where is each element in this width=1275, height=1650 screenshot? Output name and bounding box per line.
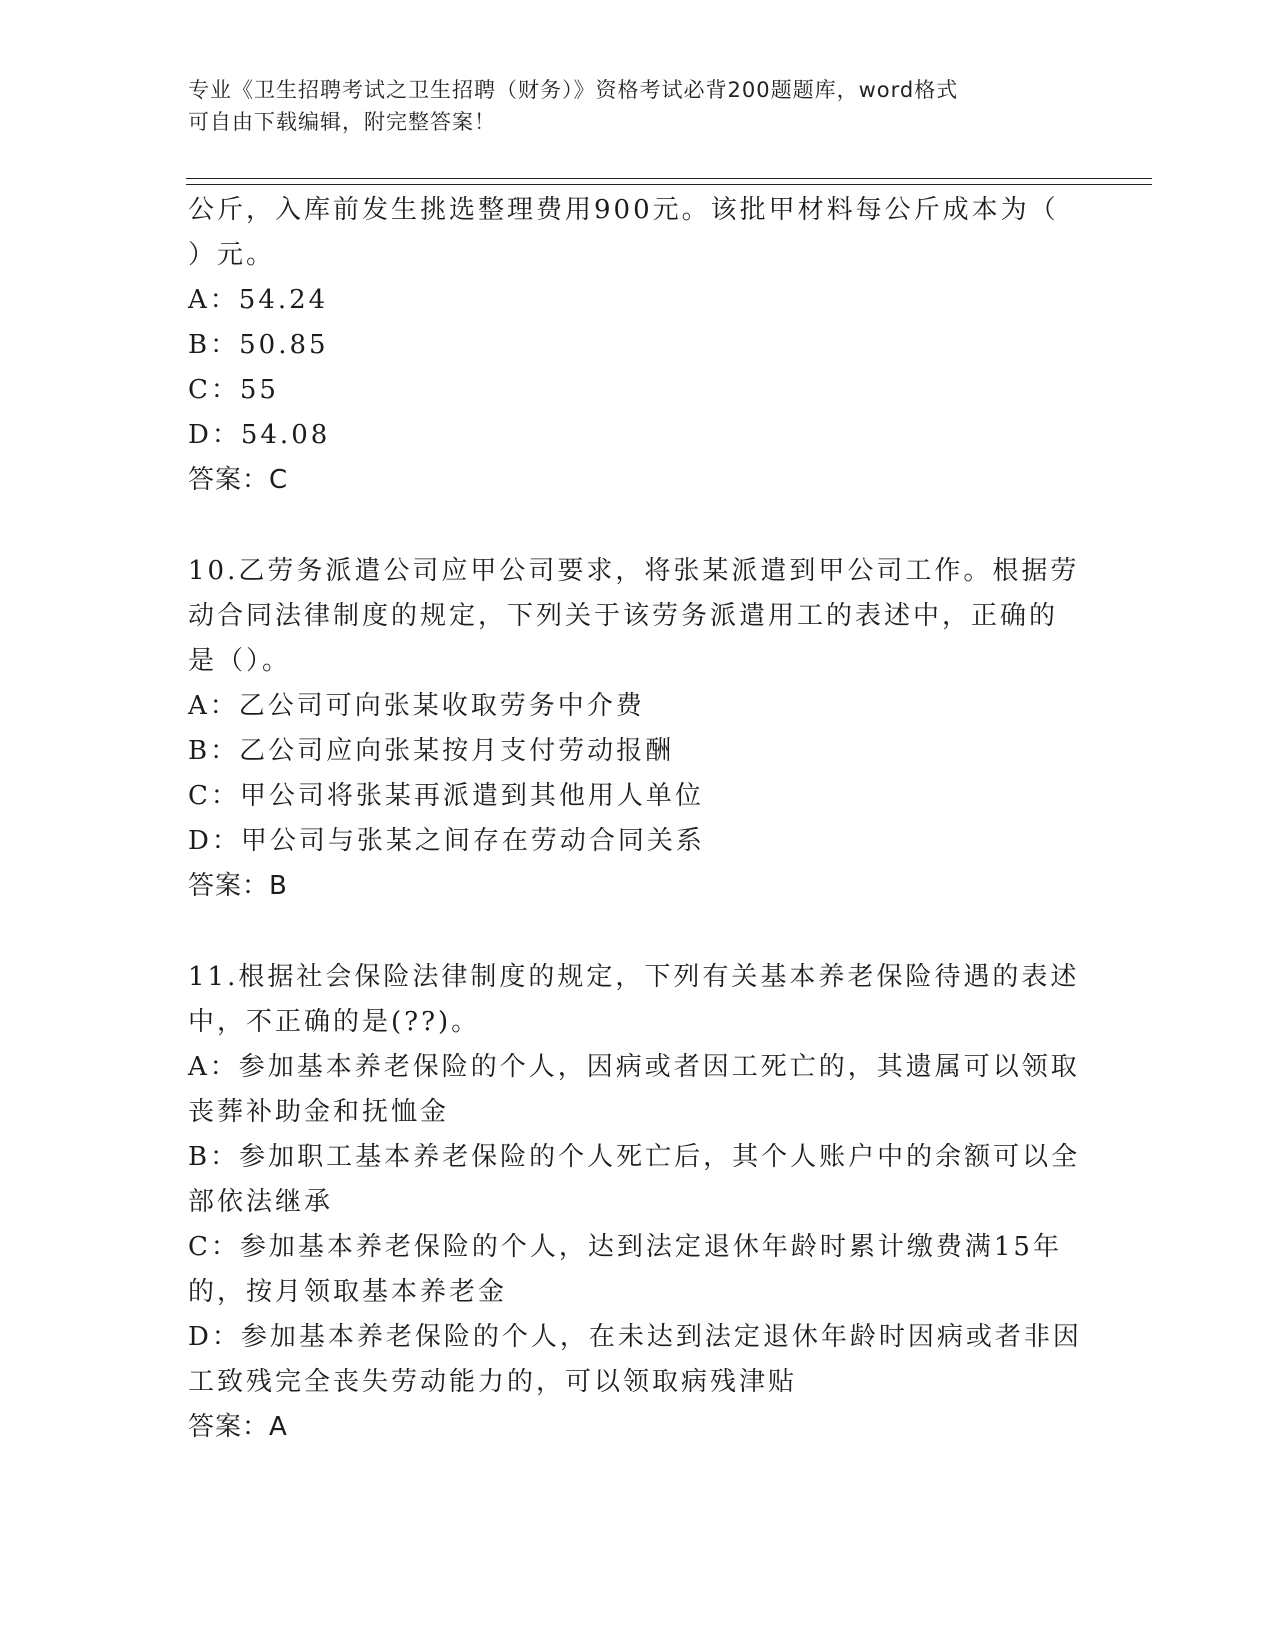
question-stem-line: 11.根据社会保险法律制度的规定，下列有关基本养老保险待遇的表述 — [188, 962, 1080, 992]
option-d-continued: 工致残完全丧失劳动能力的，可以领取病残津贴 — [188, 1367, 798, 1397]
option-a: A：乙公司可向张某收取劳务中介费 — [188, 691, 645, 721]
option-c: C：55 — [188, 375, 279, 405]
answer-label: 答案：B — [188, 871, 288, 901]
option-a: A：参加基本养老保险的个人，因病或者因工死亡的，其遗属可以领取 — [188, 1052, 1080, 1082]
option-a-continued: 丧葬补助金和抚恤金 — [188, 1097, 450, 1127]
option-d: D：甲公司与张某之间存在劳动合同关系 — [188, 826, 705, 856]
option-a: A：54.24 — [188, 285, 329, 315]
question-9 — [188, 188, 1078, 503]
header-divider-bottom — [186, 184, 1152, 185]
question-stem-line: 是（）。 — [188, 646, 292, 676]
answer-label: 答案：A — [188, 1412, 288, 1442]
option-b: B：50.85 — [188, 330, 329, 360]
question-10 — [188, 549, 1078, 909]
option-d: D：参加基本养老保险的个人，在未达到法定退休年龄时因病或者非因 — [188, 1322, 1082, 1352]
option-d: D：54.08 — [188, 420, 331, 450]
option-c: C：参加基本养老保险的个人，达到法定退休年龄时累计缴费满15年 — [188, 1232, 1062, 1262]
header-line-2: 可自由下载编辑，附完整答案！ — [188, 110, 496, 134]
question-11 — [188, 955, 1082, 1450]
option-c-continued: 的，按月领取基本养老金 — [188, 1277, 508, 1307]
option-b: B：参加职工基本养老保险的个人死亡后，其个人账户中的余额可以全 — [188, 1142, 1081, 1172]
header-line-1: 专业《卫生招聘考试之卫生招聘（财务）》资格考试必背200题题库，word格式 — [188, 78, 959, 102]
option-c: C：甲公司将张某再派遣到其他用人单位 — [188, 781, 704, 811]
question-stem-line: ）元。 — [188, 240, 276, 270]
question-stem-line: 中，不正确的是(??)。 — [188, 1007, 481, 1037]
answer-label: 答案：C — [188, 465, 289, 495]
document-header — [188, 74, 1068, 138]
question-stem-line: 动合同法律制度的规定，下列关于该劳务派遣用工的表述中，正确的 — [188, 601, 1059, 631]
header-divider-top — [186, 178, 1152, 179]
question-content — [188, 188, 1082, 1450]
question-stem-line: 10.乙劳务派遣公司应甲公司要求，将张某派遣到甲公司工作。根据劳 — [188, 556, 1080, 586]
spacer — [188, 909, 1078, 955]
option-b: B：乙公司应向张某按月支付劳动报酬 — [188, 736, 675, 766]
question-stem-line: 公斤，入库前发生挑选整理费用900元。该批甲材料每公斤成本为（ — [188, 195, 1059, 225]
option-b-continued: 部依法继承 — [188, 1187, 334, 1217]
spacer — [188, 503, 1078, 549]
